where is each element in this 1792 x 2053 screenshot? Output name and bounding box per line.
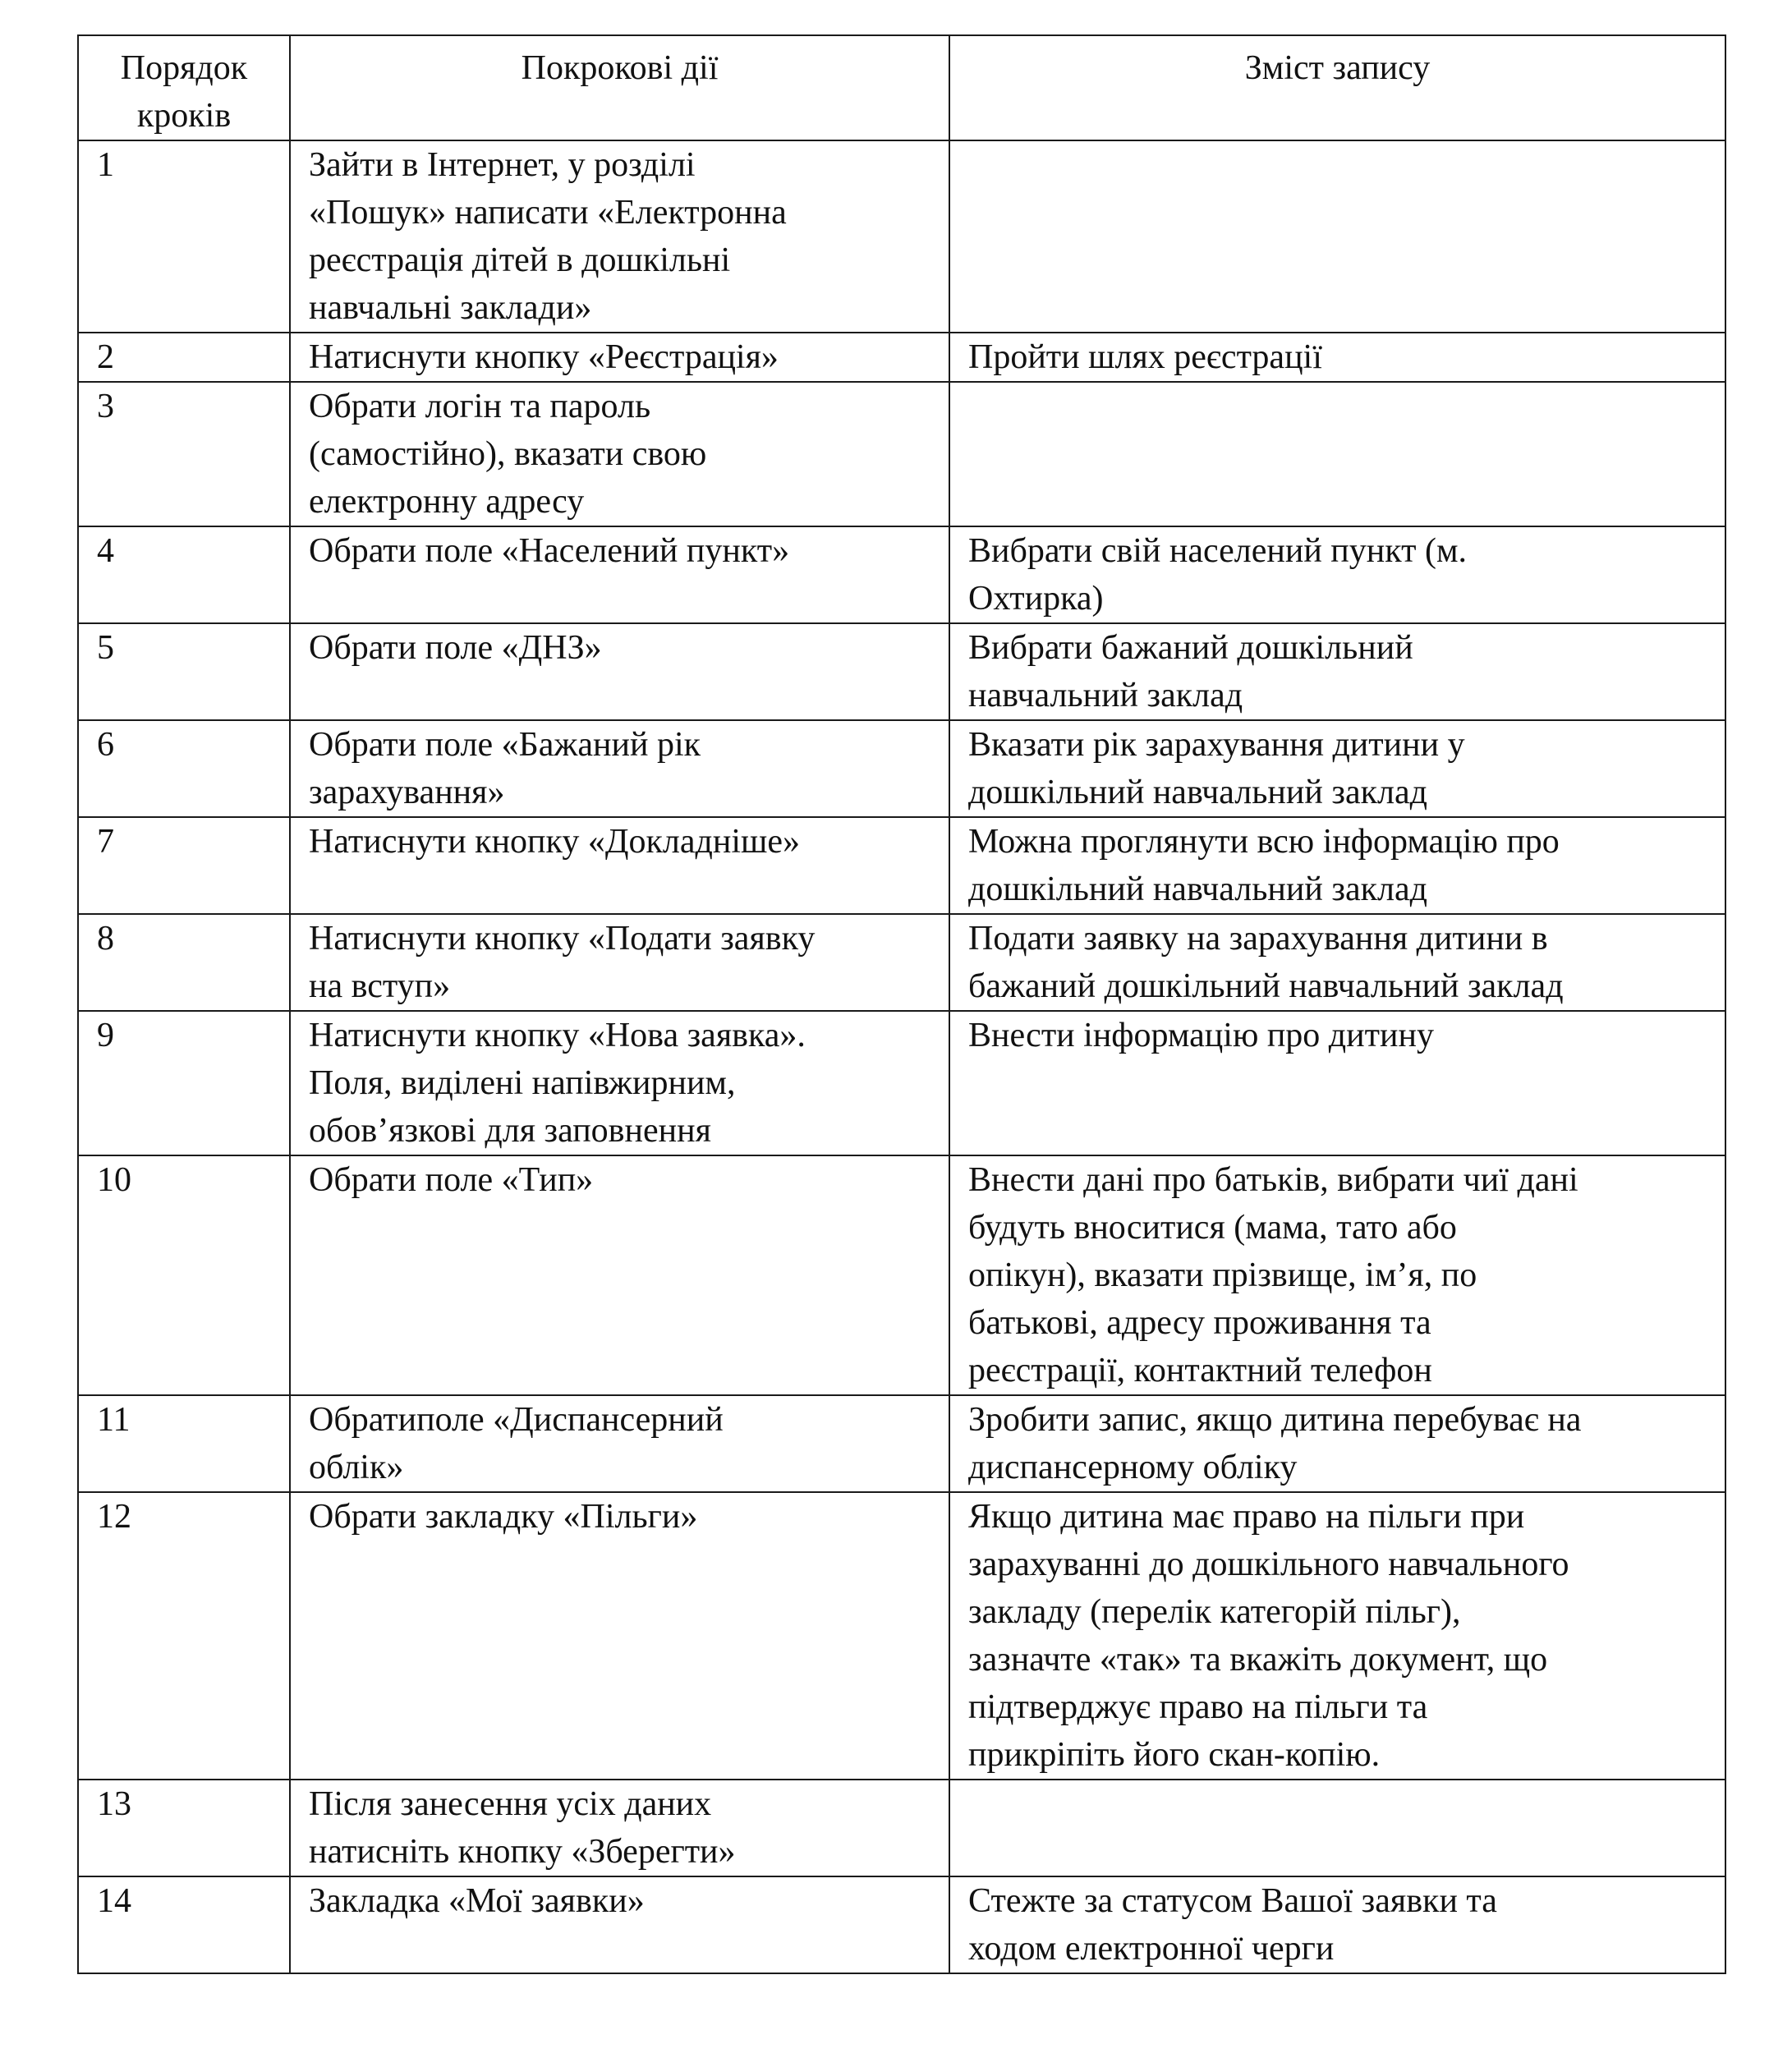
table-header-row	[78, 35, 1725, 140]
step-content-cell	[949, 914, 1725, 1011]
step-number: 11	[97, 1401, 131, 1439]
table-row	[78, 333, 1725, 382]
step-content-text: Зробити запис, якщо дитина перебуває на диспансерному обліку	[968, 1401, 1582, 1486]
step-action-cell	[290, 1155, 949, 1395]
step-content-text: Внести дані про батьків, вибрати чиї дані будуть вноситися (мама, тато або опікун), вказати прізвище, ім’я, по батькові, адресу проживання та реєстрації, контактний телефон	[968, 1161, 1578, 1389]
step-content-cell	[949, 333, 1725, 382]
step-number: 8	[97, 920, 114, 958]
step-action-text: Натиснути кнопку «Подати заявку на вступ»	[309, 920, 816, 1005]
step-content-text: Пройти шлях реєстрації	[968, 338, 1322, 376]
step-number-cell	[78, 1011, 290, 1155]
step-content-cell	[949, 1492, 1725, 1780]
table-row	[78, 1011, 1725, 1155]
header-actions: Покрокові дії	[290, 35, 949, 140]
step-number: 10	[97, 1161, 131, 1199]
step-number: 2	[97, 338, 114, 376]
step-content-cell	[949, 1876, 1725, 1973]
step-number-cell	[78, 140, 290, 333]
step-content-cell	[949, 1011, 1725, 1155]
table-row	[78, 140, 1725, 333]
table-row	[78, 817, 1725, 914]
step-number-cell	[78, 914, 290, 1011]
step-number: 5	[97, 629, 114, 667]
step-action-cell	[290, 1395, 949, 1492]
step-number: 13	[97, 1785, 131, 1823]
header-step-order: Порядок кроків	[78, 35, 290, 140]
table-row	[78, 623, 1725, 720]
step-content-cell	[949, 817, 1725, 914]
step-content-text: Можна проглянути всю інформацію про дошкільний навчальний заклад	[968, 823, 1560, 908]
table-row	[78, 1780, 1725, 1876]
step-action-cell	[290, 914, 949, 1011]
step-number-cell	[78, 1492, 290, 1780]
step-action-text: Натиснути кнопку «Нова заявка». Поля, виділені напівжирним, обов’язкові для заповнення	[309, 1017, 806, 1150]
step-action-text: Закладка «Мої заявки»	[309, 1882, 645, 1920]
step-number-cell	[78, 333, 290, 382]
step-number: 4	[97, 532, 114, 570]
step-action-cell	[290, 1876, 949, 1973]
step-action-cell	[290, 382, 949, 526]
step-number-cell	[78, 720, 290, 817]
step-number-cell	[78, 1780, 290, 1876]
step-action-text: Обрати поле «Тип»	[309, 1161, 594, 1199]
step-number: 7	[97, 823, 114, 861]
step-number: 12	[97, 1498, 131, 1536]
step-number: 1	[97, 146, 114, 184]
step-content-text: Вказати рік зарахування дитини у дошкільний навчальний заклад	[968, 726, 1465, 811]
step-content-cell	[949, 526, 1725, 623]
step-action-cell	[290, 623, 949, 720]
step-action-text: Обрати поле «Населений пункт»	[309, 532, 790, 570]
step-action-text: Обрати логін та пароль (самостійно), вказати свою електронну адресу	[309, 388, 707, 521]
table-row	[78, 1492, 1725, 1780]
table-row	[78, 1155, 1725, 1395]
header-content: Зміст запису	[949, 35, 1725, 140]
step-action-text: Обрати поле «ДНЗ»	[309, 629, 602, 667]
step-action-text: Обрати поле «Бажаний рік зарахування»	[309, 726, 701, 811]
step-number-cell	[78, 1395, 290, 1492]
step-action-cell	[290, 140, 949, 333]
step-action-cell	[290, 817, 949, 914]
step-number-cell	[78, 817, 290, 914]
step-action-text: Натиснути кнопку «Реєстрація»	[309, 338, 779, 376]
step-action-cell	[290, 1780, 949, 1876]
step-action-text: Після занесення усіх даних натисніть кнопку «Зберегти»	[309, 1785, 736, 1871]
step-content-text: Вибрати свій населений пункт (м. Охтирка)	[968, 532, 1468, 618]
step-action-text: Обрати закладку «Пільги»	[309, 1498, 698, 1536]
step-number: 9	[97, 1017, 114, 1054]
step-number-cell	[78, 526, 290, 623]
step-content-cell	[949, 382, 1725, 526]
step-content-cell	[949, 1395, 1725, 1492]
step-action-cell	[290, 720, 949, 817]
step-content-text: Внести інформацію про дитину	[968, 1017, 1434, 1054]
step-number: 14	[97, 1882, 131, 1920]
step-number-cell	[78, 1876, 290, 1973]
step-action-cell	[290, 1011, 949, 1155]
step-content-cell	[949, 1780, 1725, 1876]
step-action-text: Обратиполе «Диспансерний облік»	[309, 1401, 724, 1486]
step-content-cell	[949, 140, 1725, 333]
steps-table	[77, 34, 1726, 1974]
step-content-cell	[949, 1155, 1725, 1395]
table-row	[78, 526, 1725, 623]
step-content-cell	[949, 623, 1725, 720]
step-content-text: Якщо дитина має право на пільги при зарахуванні до дошкільного навчального закладу (перелік категорій пільг), зазначте «так» та вкажіть документ, що підтверджує право на пільги та прикріпіть його скан-копію.	[968, 1498, 1569, 1774]
step-number-cell	[78, 1155, 290, 1395]
step-action-text: Зайти в Інтернет, у розділі «Пошук» написати «Електронна реєстрація дітей в дошкільні навчальні заклади»	[309, 146, 787, 327]
step-action-cell	[290, 333, 949, 382]
step-content-text: Вибрати бажаний дошкільний навчальний заклад	[968, 629, 1413, 714]
step-number: 3	[97, 388, 114, 425]
step-number: 6	[97, 726, 114, 764]
step-number-cell	[78, 623, 290, 720]
table-row	[78, 914, 1725, 1011]
table-row	[78, 1876, 1725, 1973]
table-row	[78, 1395, 1725, 1492]
step-number-cell	[78, 382, 290, 526]
table-row	[78, 382, 1725, 526]
step-action-cell	[290, 526, 949, 623]
step-action-cell	[290, 1492, 949, 1780]
step-content-text: Стежте за статусом Вашої заявки та ходом електронної черги	[968, 1882, 1497, 1968]
step-content-text: Подати заявку на зарахування дитини в бажаний дошкільний навчальний заклад	[968, 920, 1564, 1005]
step-action-text: Натиснути кнопку «Докладніше»	[309, 823, 800, 861]
step-content-cell	[949, 720, 1725, 817]
table-row	[78, 720, 1725, 817]
